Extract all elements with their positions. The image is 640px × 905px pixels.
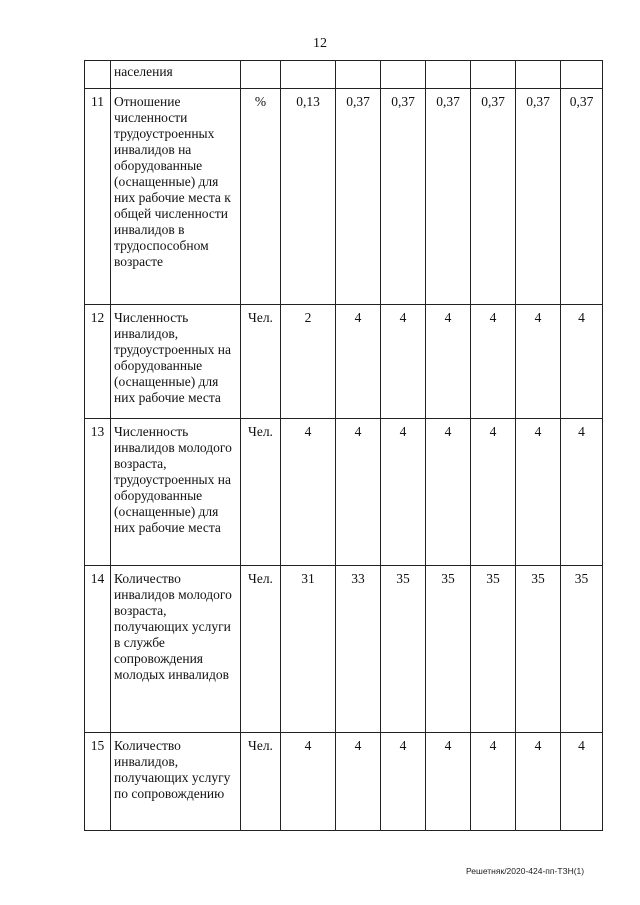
value-cell: [281, 61, 336, 89]
value-cell: 4: [381, 419, 426, 566]
value-cell: 2: [281, 305, 336, 419]
indicators-table: [84, 60, 603, 831]
table-row: [85, 305, 603, 419]
row-number-cell: 12: [85, 305, 111, 419]
value-cell: 31: [281, 566, 336, 733]
row-number-cell: [85, 61, 111, 89]
value-cell: 4: [516, 305, 561, 419]
unit-cell: Чел.: [241, 733, 281, 831]
value-cell: 4: [336, 733, 381, 831]
value-cell: 0,37: [381, 89, 426, 305]
value-cell: [516, 61, 561, 89]
value-cell: 4: [516, 733, 561, 831]
value-cell: 4: [426, 733, 471, 831]
value-cell: 4: [561, 305, 603, 419]
table-row-continued: [85, 61, 603, 89]
value-cell: 4: [516, 419, 561, 566]
row-number-cell: 13: [85, 419, 111, 566]
row-number-cell: 15: [85, 733, 111, 831]
unit-cell: %: [241, 89, 281, 305]
value-cell: 35: [561, 566, 603, 733]
value-cell: 0,37: [336, 89, 381, 305]
value-cell: 35: [471, 566, 516, 733]
value-cell: 4: [381, 305, 426, 419]
value-cell: 4: [426, 419, 471, 566]
value-cell: [426, 61, 471, 89]
indicator-name-cell: Отношение численности трудоустроенных инвалидов на оборудованные (оснащенные) для них рабочие места к общей численности инвалидов в трудоспособном возрасте: [111, 89, 241, 305]
table-row: [85, 733, 603, 831]
value-cell: 0,37: [561, 89, 603, 305]
value-cell: 4: [381, 733, 426, 831]
unit-cell: Чел.: [241, 566, 281, 733]
indicator-name-cell: Численность инвалидов молодого возраста, трудоустроенных на оборудованные (оснащенные) для них рабочие места: [111, 419, 241, 566]
value-cell: 4: [471, 733, 516, 831]
row-number-cell: 14: [85, 566, 111, 733]
value-cell: 35: [516, 566, 561, 733]
unit-cell: Чел.: [241, 305, 281, 419]
value-cell: [381, 61, 426, 89]
indicator-name-cell: Количество инвалидов, получающих услугу по сопровождению: [111, 733, 241, 831]
value-cell: 0,37: [516, 89, 561, 305]
value-cell: 4: [561, 419, 603, 566]
indicator-name-cell: Количество инвалидов молодого возраста, получающих услуги в службе сопровождения молодых инвалидов: [111, 566, 241, 733]
value-cell: 4: [561, 733, 603, 831]
indicator-name-cell: Численность инвалидов, трудоустроенных на оборудованные (оснащенные) для них рабочие места: [111, 305, 241, 419]
value-cell: 0,37: [471, 89, 516, 305]
value-cell: [336, 61, 381, 89]
value-cell: [561, 61, 603, 89]
table-row: [85, 419, 603, 566]
value-cell: 4: [471, 305, 516, 419]
value-cell: 4: [426, 305, 471, 419]
value-cell: 4: [281, 733, 336, 831]
value-cell: 0,13: [281, 89, 336, 305]
unit-cell: Чел.: [241, 419, 281, 566]
unit-cell: [241, 61, 281, 89]
value-cell: 35: [381, 566, 426, 733]
indicator-name-cell: населения: [111, 61, 241, 89]
page-number: 12: [313, 36, 327, 51]
document-code: Решетняк/2020-424-пп-ТЗН(1): [466, 866, 585, 876]
value-cell: 4: [336, 419, 381, 566]
value-cell: 4: [281, 419, 336, 566]
value-cell: 35: [426, 566, 471, 733]
value-cell: 4: [336, 305, 381, 419]
value-cell: 33: [336, 566, 381, 733]
table-row: [85, 566, 603, 733]
table-row: [85, 89, 603, 305]
value-cell: [471, 61, 516, 89]
row-number-cell: 11: [85, 89, 111, 305]
value-cell: 4: [471, 419, 516, 566]
value-cell: 0,37: [426, 89, 471, 305]
